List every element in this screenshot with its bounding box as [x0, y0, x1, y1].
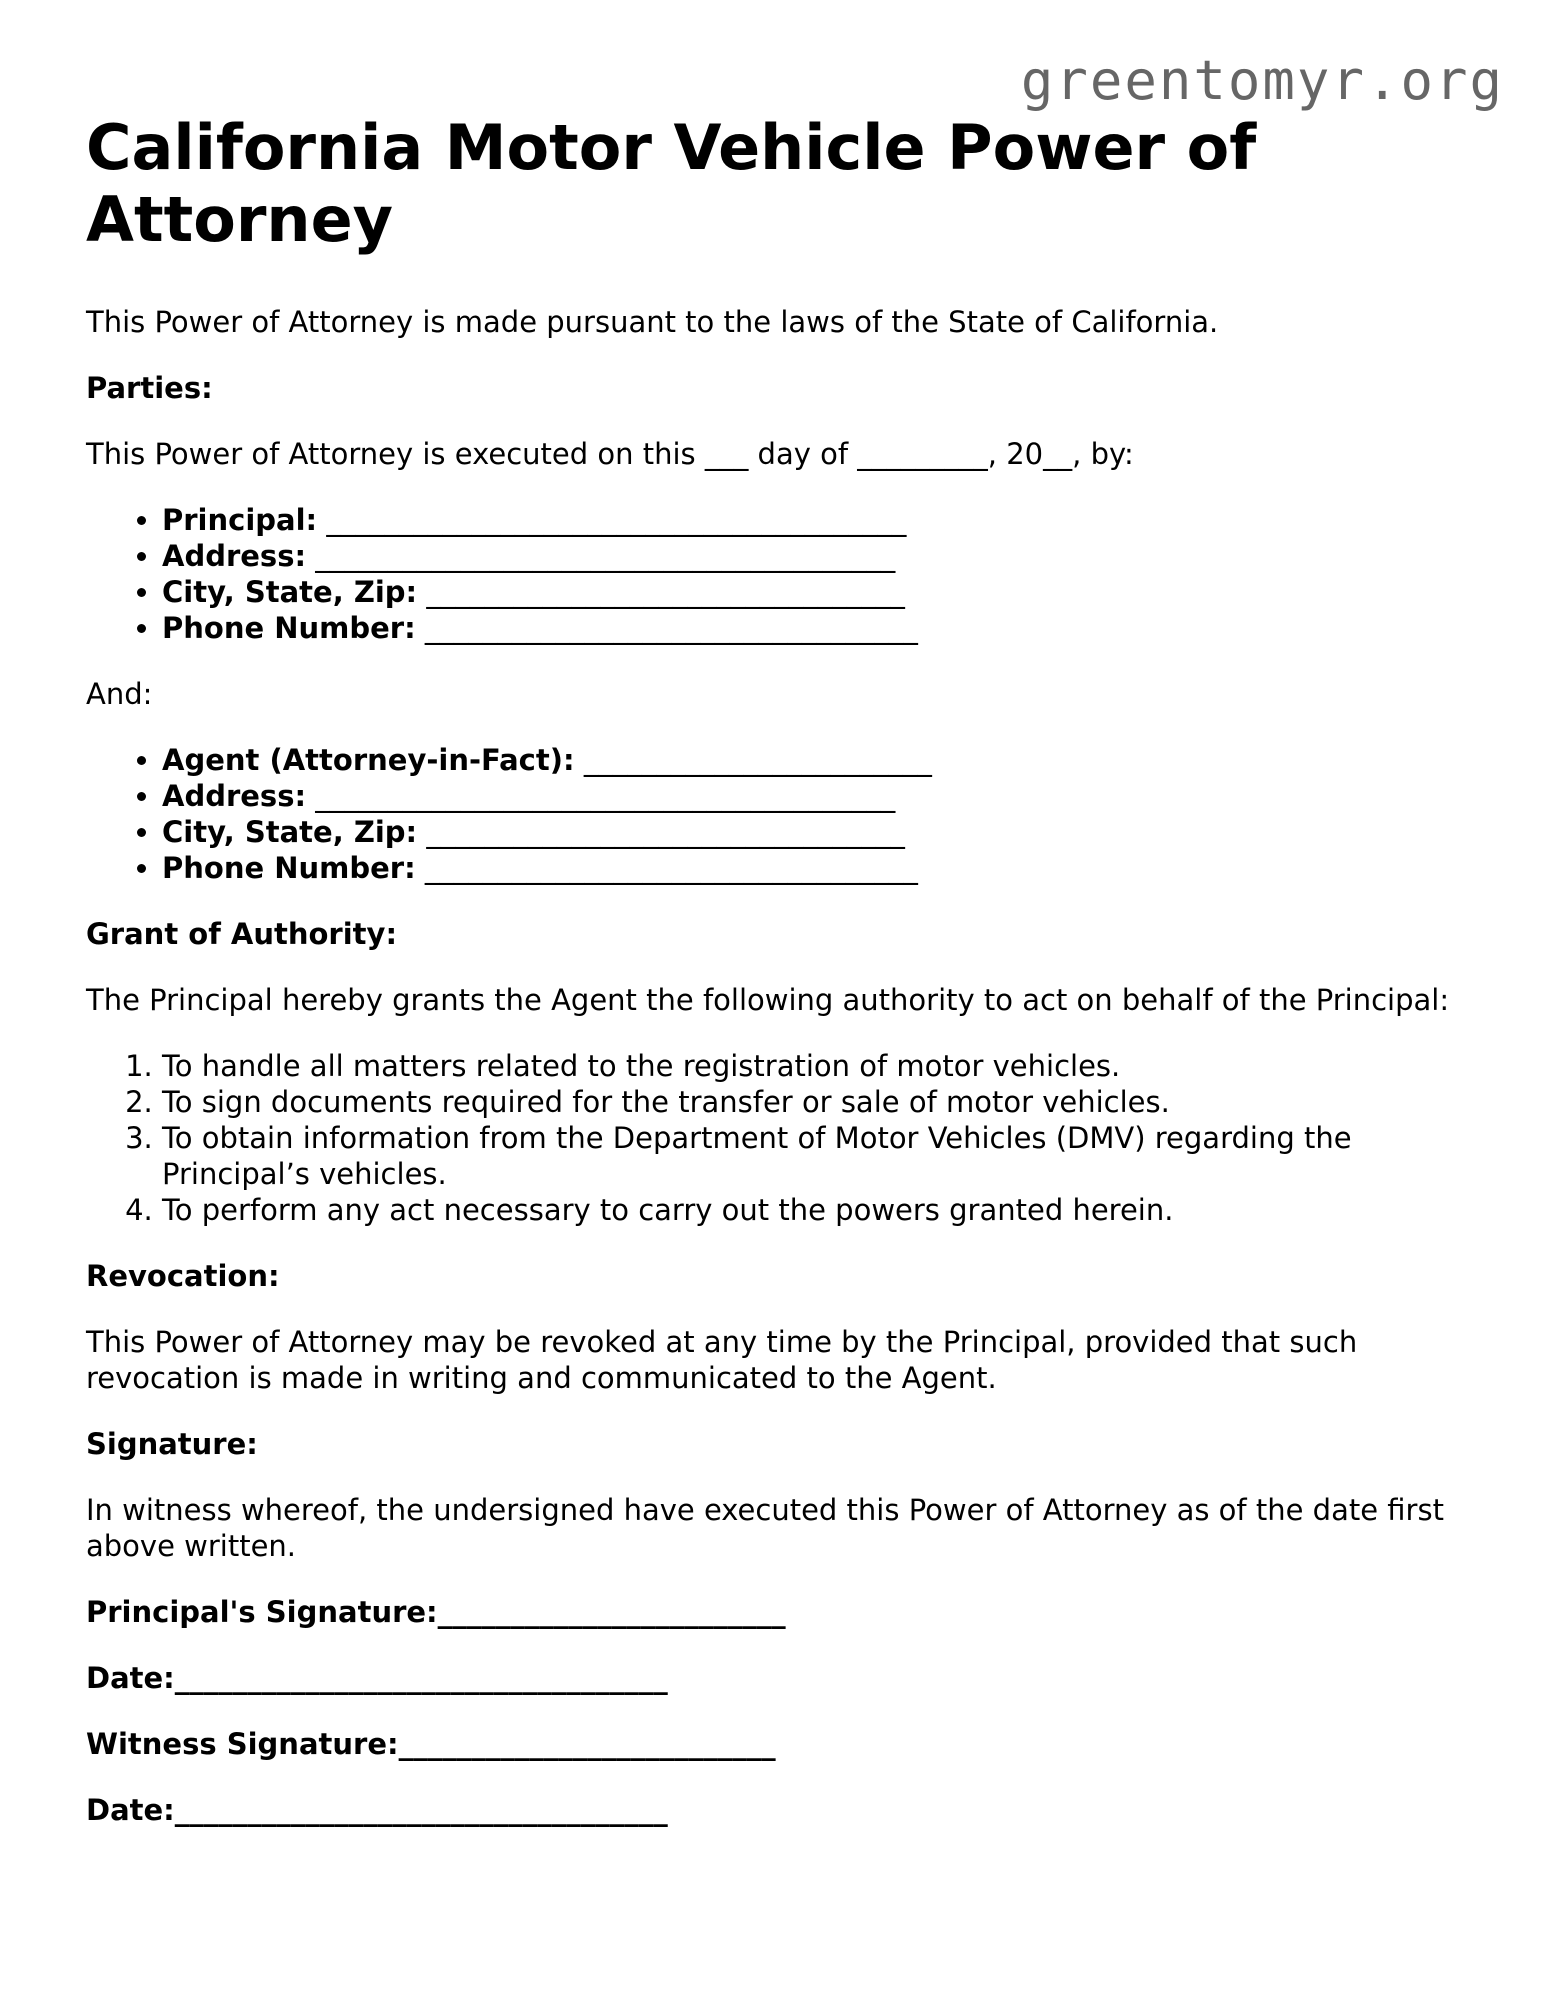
field-label: Witness Signature:	[86, 1727, 399, 1761]
list-item	[162, 814, 1466, 850]
principal-fields-list	[86, 502, 1466, 646]
principal-phone-blank[interactable]: __________________________________	[424, 611, 918, 645]
principal-signature-line	[86, 1594, 1466, 1630]
watermark: greentomyr.org	[1020, 49, 1504, 112]
field-label: City, State, Zip:	[162, 575, 418, 609]
agent-name-blank[interactable]: ________________________	[583, 743, 932, 777]
revocation-paragraph: This Power of Attorney may be revoked at any time by the Principal, provided that such revocation is made in writing and communicated to the Agent.	[86, 1325, 1358, 1395]
field-label: Address:	[162, 539, 307, 573]
field-label: Agent (Attorney-in-Fact):	[162, 743, 575, 777]
list-item	[162, 502, 1466, 538]
parties-heading: Parties:	[86, 371, 213, 405]
list-item: 1. To handle all matters related to the registration of motor vehicles.	[162, 1048, 1466, 1084]
document-body	[86, 112, 1466, 1858]
and-paragraph: And:	[86, 677, 153, 711]
field-label: Date:	[86, 1661, 175, 1695]
witness-signature-blank[interactable]: __________________________	[398, 1727, 776, 1761]
list-item: 2. To sign documents required for the transfer or sale of motor vehicles.	[162, 1084, 1466, 1120]
field-label: Phone Number:	[162, 611, 416, 645]
list-item	[162, 574, 1466, 610]
list-item: 4. To perform any act necessary to carry out the powers granted herein.	[162, 1192, 1466, 1228]
principal-city-blank[interactable]: _________________________________	[426, 575, 905, 609]
witness-signature-line	[86, 1726, 1466, 1762]
signature-paragraph: In witness whereof, the undersigned have executed this Power of Attorney as of the date first above written.	[86, 1493, 1444, 1563]
list-item	[162, 538, 1466, 574]
list-item	[162, 742, 1466, 778]
executed-paragraph: This Power of Attorney is executed on this ___ day of _________, 20__, by:	[86, 437, 1134, 471]
intro-paragraph: This Power of Attorney is made pursuant to the laws of the State of California.	[86, 305, 1219, 339]
list-item	[162, 778, 1466, 814]
field-label: Principal's Signature:	[86, 1595, 438, 1629]
grant-authority-list	[86, 1048, 1466, 1228]
principal-date-line	[86, 1660, 1466, 1696]
grant-heading: Grant of Authority:	[86, 917, 398, 951]
signature-heading: Signature:	[86, 1427, 258, 1461]
revocation-heading: Revocation:	[86, 1259, 280, 1293]
principal-signature-blank[interactable]: ________________________	[437, 1595, 786, 1629]
field-label: Principal:	[162, 503, 318, 537]
document-title: California Motor Vehicle Power of Attorney	[86, 111, 1257, 256]
field-label: City, State, Zip:	[162, 815, 418, 849]
agent-address-blank[interactable]: ________________________________________	[315, 779, 896, 813]
principal-date-blank[interactable]: __________________________________	[174, 1661, 668, 1695]
principal-name-blank[interactable]: ________________________________________	[326, 503, 907, 537]
grant-intro: The Principal hereby grants the Agent the following authority to act on behalf of the Principal:	[86, 983, 1450, 1017]
witness-date-line	[86, 1792, 1466, 1828]
list-item: 3. To obtain information from the Department of Motor Vehicles (DMV) regarding the Principal’s vehicles.	[162, 1120, 1466, 1192]
agent-city-blank[interactable]: _________________________________	[426, 815, 905, 849]
field-label: Phone Number:	[162, 851, 416, 885]
list-item	[162, 610, 1466, 646]
list-item	[162, 850, 1466, 886]
field-label: Address:	[162, 779, 307, 813]
agent-fields-list	[86, 742, 1466, 886]
field-label: Date:	[86, 1793, 175, 1827]
agent-phone-blank[interactable]: __________________________________	[424, 851, 918, 885]
witness-date-blank[interactable]: __________________________________	[174, 1793, 668, 1827]
principal-address-blank[interactable]: ________________________________________	[315, 539, 896, 573]
